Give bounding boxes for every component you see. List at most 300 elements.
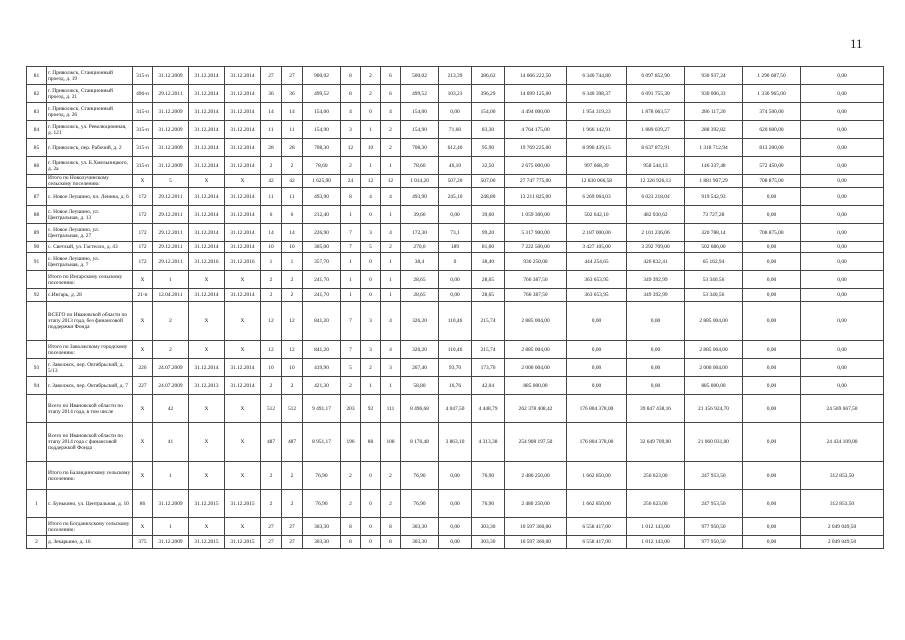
cell-extra-funds: 0,00: [743, 462, 801, 490]
cell-other-sources: 0,00: [801, 139, 884, 157]
cell-fund-amount: 0,00: [567, 302, 627, 341]
cell-area-total: 154,00: [303, 103, 341, 121]
cell-address: с.Ингарь, д. 28: [47, 289, 133, 302]
page-number: 11: [850, 36, 863, 51]
cell-premises-total: 3: [341, 121, 361, 139]
cell-residents-count: 6: [261, 206, 282, 224]
cell-local-budget: 247 953,50: [685, 490, 743, 518]
cell-local-budget: 21 156 924,70: [685, 395, 743, 423]
cell-other-sources: 0,00: [801, 188, 884, 206]
table-row: [27, 121, 884, 139]
cell-area-municipal: 81,00: [472, 242, 505, 253]
cell-address: с. Светлый, ул. Гастелло, д. 43: [47, 242, 133, 253]
cell-total-cost: 1 059 300,00: [505, 206, 567, 224]
cell-premises-private: 0: [361, 103, 381, 121]
cell-extra-funds: 708 875,00: [743, 175, 801, 188]
cell-address: г. Приволжск, Станционный проезд, д. 21: [47, 85, 133, 103]
cell-decree-number: 227: [133, 377, 153, 395]
cell-area-municipal: 28,65: [472, 289, 505, 302]
cell-total-cost: 19 769 225,00: [505, 139, 567, 157]
cell-residents-count: 2: [261, 289, 282, 302]
cell-premises-total: 2: [341, 157, 361, 175]
cell-premises-total: 203: [341, 395, 361, 423]
cell-premises-municipal: 2: [381, 121, 401, 139]
cell-premises-private: 3: [361, 302, 381, 341]
cell-area-private: 16,76: [439, 377, 472, 395]
cell-regional-budget: 349 392,99: [627, 289, 685, 302]
cell-resettled-area: 28,65: [401, 271, 439, 289]
cell-area-total: 493,90: [303, 188, 341, 206]
cell-decree-date: 29.12.2011: [153, 85, 189, 103]
cell-fund-amount: 997 668,39: [567, 157, 627, 175]
cell-local-budget: 2 885 004,00: [685, 341, 743, 359]
cell-resettled-count: 2: [282, 157, 303, 175]
cell-regional-budget: 0,00: [627, 377, 685, 395]
cell-planned-end-date: 31.12.2014: [189, 224, 225, 242]
cell-actual-end-date: X: [225, 271, 261, 289]
cell-resettled-area: 38,4: [401, 253, 439, 271]
cell-area-private: 3 863,10: [439, 423, 472, 462]
cell-premises-municipal: 3: [381, 359, 401, 377]
cell-row-number: [27, 395, 47, 423]
cell-area-municipal: 4 448,79: [472, 395, 505, 423]
cell-planned-end-date: 31.12.2014: [189, 188, 225, 206]
table-row: [27, 518, 884, 536]
cell-area-total: 76,90: [303, 490, 341, 518]
cell-residents-count: 11: [261, 121, 282, 139]
cell-extra-funds: 0,00: [743, 536, 801, 549]
cell-other-sources: 24 434 109,00: [801, 423, 884, 462]
cell-area-total: 305,00: [303, 242, 341, 253]
cell-area-private: 0,00: [439, 103, 472, 121]
cell-local-budget: 247 953,50: [685, 462, 743, 490]
cell-decree-date: 24.07.2009: [153, 377, 189, 395]
table-row: [27, 253, 884, 271]
cell-area-municipal: 32,50: [472, 157, 505, 175]
cell-area-municipal: 507,00: [472, 175, 505, 188]
cell-resettled-area: 270,0: [401, 242, 439, 253]
cell-decree-date: 41: [153, 423, 189, 462]
cell-resettled-count: 2: [282, 377, 303, 395]
cell-extra-funds: 0,00: [743, 490, 801, 518]
cell-resettled-area: 154,00: [401, 103, 439, 121]
cell-decree-date: 29.12.2011: [153, 224, 189, 242]
cell-other-sources: 0,00: [801, 242, 884, 253]
cell-area-municipal: 154,00: [472, 103, 505, 121]
cell-extra-funds: 813 200,00: [743, 139, 801, 157]
cell-premises-private: 92: [361, 395, 381, 423]
cell-area-total: 154,90: [303, 121, 341, 139]
cell-regional-budget: 1 889 039,27: [627, 121, 685, 139]
cell-resettled-area: 76,90: [401, 490, 439, 518]
cell-premises-private: 0: [361, 462, 381, 490]
table-row: [27, 188, 884, 206]
cell-decree-date: 31.12.2009: [153, 121, 189, 139]
cell-address: с. Новое Леушино, ул. Центральная, д. 7: [47, 253, 133, 271]
cell-area-municipal: 39,60: [472, 206, 505, 224]
cell-decree-date: 1: [153, 462, 189, 490]
cell-row-number: [27, 462, 47, 490]
cell-decree-date: 1: [153, 518, 189, 536]
cell-actual-end-date: 31.12.2014: [225, 103, 261, 121]
cell-other-sources: 0,00: [801, 206, 884, 224]
cell-actual-end-date: 31.12.2014: [225, 157, 261, 175]
cell-address: ВСЕГО по Ивановской области по этапу 2013 года, без финансовой поддержки Фонда: [47, 302, 133, 341]
cell-decree-number: 172: [133, 206, 153, 224]
cell-local-budget: 53 340,56: [685, 289, 743, 302]
cell-decree-date: 12.04.2011: [153, 289, 189, 302]
cell-extra-funds: 0,00: [743, 518, 801, 536]
cell-actual-end-date: X: [225, 462, 261, 490]
cell-area-municipal: 42,04: [472, 377, 505, 395]
cell-premises-municipal: 2: [381, 242, 401, 253]
cell-decree-date: 31.12.2009: [153, 536, 189, 549]
cell-resettled-area: 303,30: [401, 536, 439, 549]
cell-resettled-area: 708,30: [401, 139, 439, 157]
cell-premises-total: 1: [341, 271, 361, 289]
cell-extra-funds: 0,00: [743, 289, 801, 302]
cell-planned-end-date: X: [189, 175, 225, 188]
cell-fund-amount: 1 966 142,91: [567, 121, 627, 139]
cell-resettled-area: 326,20: [401, 341, 439, 359]
cell-resettled-area: 39,60: [401, 206, 439, 224]
cell-area-municipal: 83,30: [472, 121, 505, 139]
cell-extra-funds: 374 500,00: [743, 103, 801, 121]
cell-actual-end-date: 31.12.2014: [225, 121, 261, 139]
cell-other-sources: 0,00: [801, 302, 884, 341]
cell-premises-municipal: 2: [381, 462, 401, 490]
cell-premises-private: 1: [361, 157, 381, 175]
cell-planned-end-date: 31.12.2014: [189, 157, 225, 175]
cell-fund-amount: 8 990 439,15: [567, 139, 627, 157]
cell-decree-number: X: [133, 518, 153, 536]
cell-local-budget: 320 788,14: [685, 224, 743, 242]
cell-other-sources: 0,00: [801, 67, 884, 85]
cell-other-sources: 2 049 049,50: [801, 536, 884, 549]
cell-residents-count: 10: [261, 359, 282, 377]
cell-total-cost: 7 222 500,00: [505, 242, 567, 253]
cell-other-sources: 0,00: [801, 121, 884, 139]
cell-total-cost: 766 387,50: [505, 289, 567, 302]
cell-area-total: 8 951,17: [303, 423, 341, 462]
cell-resettled-count: 2: [282, 289, 303, 302]
cell-premises-total: 24: [341, 175, 361, 188]
cell-premises-private: 88: [361, 423, 381, 462]
cell-premises-municipal: 1: [381, 289, 401, 302]
cell-premises-private: 3: [361, 224, 381, 242]
cell-planned-end-date: 31.12.2014: [189, 139, 225, 157]
cell-actual-end-date: 31.12.2014: [225, 206, 261, 224]
cell-row-number: 85: [27, 139, 47, 157]
cell-area-private: 110,46: [439, 302, 472, 341]
cell-other-sources: 2 049 049,50: [801, 518, 884, 536]
table-row: [27, 341, 884, 359]
cell-extra-funds: 708 875,00: [743, 224, 801, 242]
cell-premises-total: 2: [341, 462, 361, 490]
cell-row-number: 1: [27, 490, 47, 518]
cell-extra-funds: 0,00: [743, 395, 801, 423]
cell-local-budget: 2 885 004,00: [685, 302, 743, 341]
cell-planned-end-date: X: [189, 462, 225, 490]
cell-planned-end-date: 31.12.2013: [189, 377, 225, 395]
cell-extra-funds: 0,00: [743, 242, 801, 253]
cell-premises-private: 0: [361, 536, 381, 549]
cell-premises-total: 8: [341, 188, 361, 206]
cell-premises-total: 1: [341, 206, 361, 224]
cell-planned-end-date: X: [189, 518, 225, 536]
table-row: [27, 206, 884, 224]
cell-planned-end-date: X: [189, 341, 225, 359]
cell-area-total: 303,30: [303, 536, 341, 549]
cell-row-number: 84: [27, 121, 47, 139]
cell-local-budget: 288 392,82: [685, 121, 743, 139]
cell-residents-count: 1: [261, 253, 282, 271]
cell-area-private: 189: [439, 242, 472, 253]
cell-local-budget: 53 340,56: [685, 271, 743, 289]
cell-fund-amount: 444 254,65: [567, 253, 627, 271]
cell-fund-amount: 0,00: [567, 359, 627, 377]
cell-row-number: 2: [27, 536, 47, 549]
cell-actual-end-date: 31.12.2014: [225, 289, 261, 302]
cell-area-private: 110,46: [439, 341, 472, 359]
cell-area-total: 841,20: [303, 341, 341, 359]
cell-fund-amount: 1 662 850,00: [567, 462, 627, 490]
cell-premises-total: 8: [341, 518, 361, 536]
cell-premises-total: 8: [341, 85, 361, 103]
table-row: [27, 289, 884, 302]
cell-other-sources: 0,00: [801, 289, 884, 302]
cell-premises-municipal: 4: [381, 224, 401, 242]
cell-other-sources: 24 569 667,50: [801, 395, 884, 423]
cell-residents-count: 27: [261, 518, 282, 536]
cell-resettled-count: 27: [282, 536, 303, 549]
cell-premises-municipal: 4: [381, 341, 401, 359]
cell-premises-municipal: 1: [381, 206, 401, 224]
cell-planned-end-date: 31.12.2015: [189, 490, 225, 518]
cell-resettled-area: 76,90: [401, 462, 439, 490]
cell-regional-budget: 8 637 872,91: [627, 139, 685, 157]
cell-local-budget: 286 117,20: [685, 103, 743, 121]
cell-decree-number: X: [133, 423, 153, 462]
cell-premises-private: 10: [361, 139, 381, 157]
cell-premises-private: 2: [361, 67, 381, 85]
cell-row-number: 81: [27, 67, 47, 85]
cell-resettled-area: 493,90: [401, 188, 439, 206]
cell-residents-count: 42: [261, 175, 282, 188]
cell-regional-budget: 482 930,62: [627, 206, 685, 224]
cell-area-private: 0: [439, 253, 472, 271]
cell-actual-end-date: 31.12.2014: [225, 377, 261, 395]
cell-actual-end-date: 31.12.2014: [225, 188, 261, 206]
cell-area-municipal: 248,80: [472, 188, 505, 206]
cell-residents-count: 14: [261, 224, 282, 242]
cell-row-number: 93: [27, 359, 47, 377]
cell-total-cost: 2 675 000,00: [505, 157, 567, 175]
cell-regional-budget: 6 091 755,30: [627, 85, 685, 103]
cell-area-total: 841,20: [303, 302, 341, 341]
cell-local-budget: 1 318 712,94: [685, 139, 743, 157]
cell-decree-date: 31.12.2009: [153, 67, 189, 85]
cell-area-municipal: 38,40: [472, 253, 505, 271]
cell-extra-funds: 0,00: [743, 206, 801, 224]
cell-planned-end-date: 31.12.2014: [189, 103, 225, 121]
cell-residents-count: 12: [261, 341, 282, 359]
cell-regional-budget: 12 326 926,13: [627, 175, 685, 188]
cell-decree-number: 172: [133, 224, 153, 242]
cell-fund-amount: 6 269 064,03: [567, 188, 627, 206]
cell-area-total: 241,70: [303, 289, 341, 302]
cell-residents-count: 11: [261, 188, 282, 206]
cell-planned-end-date: 31.12.2014: [189, 206, 225, 224]
cell-regional-budget: 39 847 438,16: [627, 395, 685, 423]
cell-decree-number: 226: [133, 359, 153, 377]
cell-address: д. Зекарьино, д. 16: [47, 536, 133, 549]
cell-local-budget: 65 162,94: [685, 253, 743, 271]
cell-premises-private: 0: [361, 518, 381, 536]
cell-row-number: [27, 423, 47, 462]
cell-residents-count: 27: [261, 67, 282, 85]
cell-premises-total: 7: [341, 242, 361, 253]
table-row: [27, 242, 884, 253]
cell-fund-amount: 502 642,10: [567, 206, 627, 224]
cell-actual-end-date: X: [225, 395, 261, 423]
cell-premises-private: 3: [361, 341, 381, 359]
cell-total-cost: 14 666 222,50: [505, 67, 567, 85]
cell-other-sources: 0,00: [801, 175, 884, 188]
cell-area-total: 9 491,17: [303, 395, 341, 423]
cell-premises-municipal: 4: [381, 302, 401, 341]
cell-address: г. Заволжск, пер. Октябрьский, д. 5/13: [47, 359, 133, 377]
cell-resettled-count: 2: [282, 490, 303, 518]
cell-decree-number: 21-п: [133, 289, 153, 302]
cell-row-number: 86: [27, 157, 47, 175]
cell-area-private: 103,23: [439, 85, 472, 103]
cell-fund-amount: 176 804 378,00: [567, 423, 627, 462]
cell-area-private: 4 047,50: [439, 395, 472, 423]
cell-resettled-area: 499,52: [401, 85, 439, 103]
cell-actual-end-date: 31.12.2014: [225, 139, 261, 157]
cell-regional-budget: 426 832,41: [627, 253, 685, 271]
cell-decree-number: 315-п: [133, 157, 153, 175]
cell-regional-budget: 1 012 143,00: [627, 518, 685, 536]
table-row: [27, 67, 884, 85]
cell-area-municipal: 76,90: [472, 462, 505, 490]
cell-address: с. Новое Леушино, ул. Центральная, д. 27: [47, 224, 133, 242]
cell-planned-end-date: X: [189, 302, 225, 341]
cell-premises-total: 7: [341, 341, 361, 359]
table-row: [27, 423, 884, 462]
cell-decree-date: 29.12.2011: [153, 253, 189, 271]
cell-row-number: [27, 302, 47, 341]
cell-total-cost: 10 597 360,00: [505, 536, 567, 549]
cell-planned-end-date: X: [189, 271, 225, 289]
cell-decree-number: X: [133, 341, 153, 359]
cell-regional-budget: 3 292 709,00: [627, 242, 685, 253]
cell-premises-total: 196: [341, 423, 361, 462]
cell-residents-count: 27: [261, 536, 282, 549]
cell-extra-funds: 0,00: [743, 253, 801, 271]
cell-area-private: 71,60: [439, 121, 472, 139]
cell-area-municipal: 303,30: [472, 518, 505, 536]
cell-premises-municipal: 111: [381, 395, 401, 423]
cell-premises-municipal: 1: [381, 253, 401, 271]
cell-total-cost: 262 378 408,42: [505, 395, 567, 423]
cell-resettled-count: 42: [282, 175, 303, 188]
cell-extra-funds: 0,00: [743, 377, 801, 395]
cell-fund-amount: 176 804 378,00: [567, 395, 627, 423]
cell-resettled-area: 58,80: [401, 377, 439, 395]
cell-actual-end-date: 31.12.2015: [225, 536, 261, 549]
cell-area-total: 499,52: [303, 85, 341, 103]
cell-row-number: 87: [27, 188, 47, 206]
cell-fund-amount: 6 558 417,00: [567, 518, 627, 536]
cell-planned-end-date: 31.12.2014: [189, 67, 225, 85]
cell-fund-amount: 6 346 744,80: [567, 67, 627, 85]
table-row: [27, 224, 884, 242]
cell-total-cost: 936 250,00: [505, 253, 567, 271]
cell-premises-municipal: 4: [381, 103, 401, 121]
cell-regional-budget: 2 101 236,06: [627, 224, 685, 242]
cell-area-private: 612,40: [439, 139, 472, 157]
cell-area-municipal: 4 313,38: [472, 423, 505, 462]
cell-local-budget: 919 542,93: [685, 188, 743, 206]
table-row: [27, 85, 884, 103]
cell-area-municipal: 173,70: [472, 359, 505, 377]
cell-residents-count: 2: [261, 271, 282, 289]
resettlement-table: [26, 66, 884, 549]
cell-other-sources: 0,00: [801, 359, 884, 377]
cell-address: г. Приволжск, ул. Б.Хмельницкого, д. 2а: [47, 157, 133, 175]
cell-premises-municipal: 8: [381, 518, 401, 536]
cell-fund-amount: 363 653,95: [567, 289, 627, 302]
cell-area-municipal: 215,74: [472, 302, 505, 341]
cell-residents-count: 36: [261, 85, 282, 103]
cell-area-private: 73,1: [439, 224, 472, 242]
table-row: [27, 490, 884, 518]
cell-residents-count: 512: [261, 395, 282, 423]
cell-address: г. Приволжск, Станционный проезд, д. 26: [47, 103, 133, 121]
table-row: [27, 139, 884, 157]
cell-resettled-area: 28,65: [401, 289, 439, 302]
cell-residents-count: 12: [261, 302, 282, 341]
cell-actual-end-date: 31.12.2014: [225, 242, 261, 253]
cell-regional-budget: 0,00: [627, 302, 685, 341]
cell-premises-private: 0: [361, 271, 381, 289]
cell-premises-private: 4: [361, 188, 381, 206]
cell-address: Итого по Баландинскому сельскому поселению:: [47, 462, 133, 490]
cell-premises-municipal: 1: [381, 157, 401, 175]
cell-premises-total: 8: [341, 536, 361, 549]
cell-residents-count: 28: [261, 139, 282, 157]
cell-extra-funds: 0,00: [743, 359, 801, 377]
cell-actual-end-date: X: [225, 302, 261, 341]
table-row: [27, 536, 884, 549]
cell-actual-end-date: X: [225, 175, 261, 188]
table-row: [27, 302, 884, 341]
cell-total-cost: 2 480 250,00: [505, 490, 567, 518]
cell-resettled-area: 500,02: [401, 67, 439, 85]
cell-area-municipal: 396,29: [472, 85, 505, 103]
cell-premises-municipal: 8: [381, 536, 401, 549]
cell-area-private: 0,00: [439, 271, 472, 289]
cell-local-budget: 885 000,00: [685, 377, 743, 395]
cell-planned-end-date: 31.12.2014: [189, 359, 225, 377]
cell-total-cost: 2 000 004,00: [505, 359, 567, 377]
cell-premises-total: 4: [341, 103, 361, 121]
cell-other-sources: 0,00: [801, 253, 884, 271]
cell-regional-budget: 958 544,13: [627, 157, 685, 175]
cell-resettled-count: 6: [282, 206, 303, 224]
